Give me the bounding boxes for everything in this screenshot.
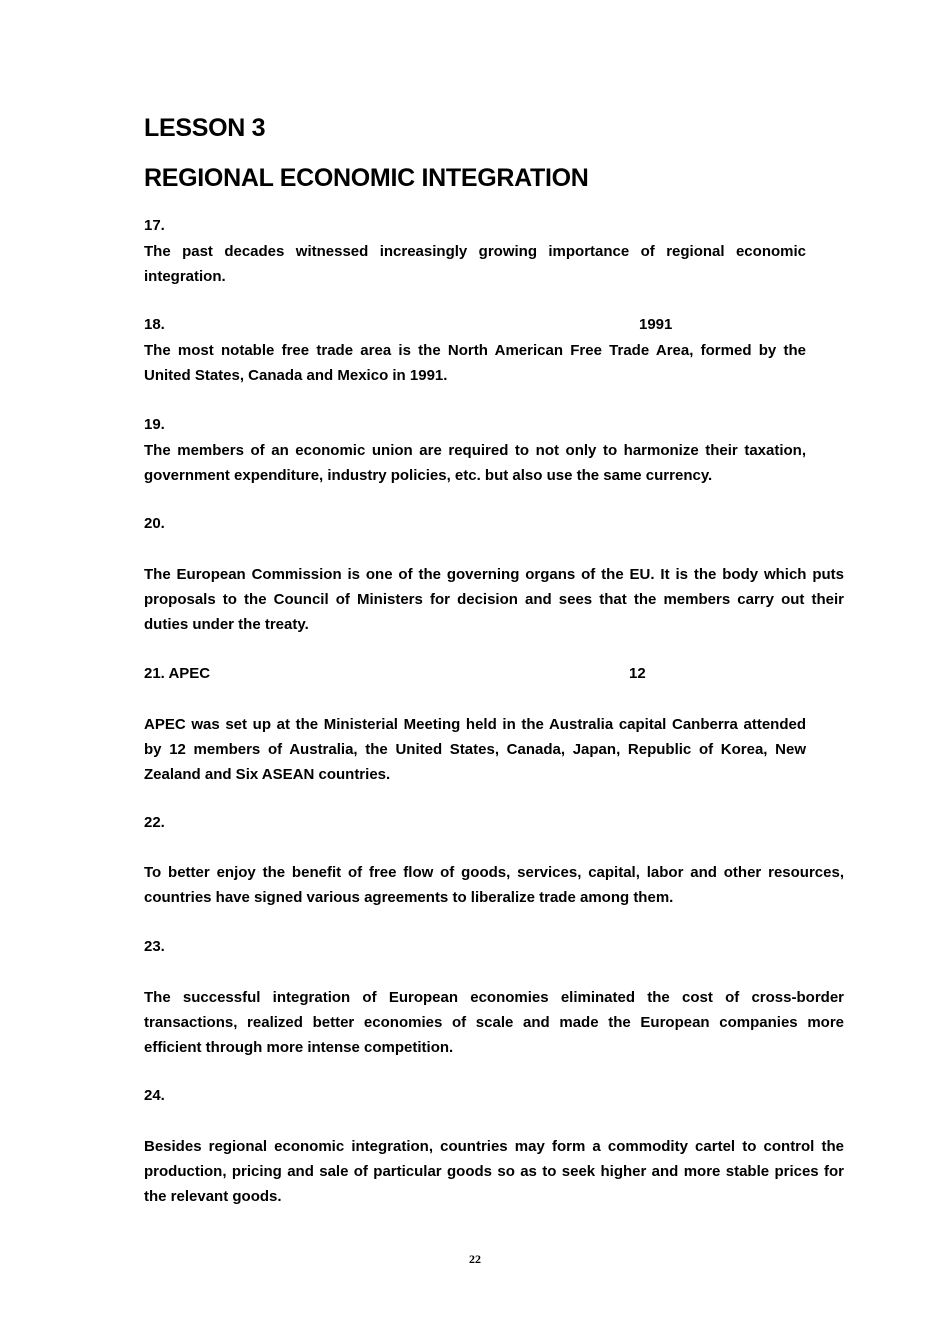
item-text: The European Commission is one of the governing organs of the EU. It is the body which puts proposals to the Council of Ministers for decision and sees that the members carry out their duties under the treaty. [144, 566, 844, 633]
item-number: 24. [144, 1087, 165, 1104]
item-text: APEC was set up at the Ministerial Meeting held in the Australia capital Canberra attended by 12 members of Australia, the United States, Canada, Japan, Republic of Korea, New Zealand and Six ASEAN countries. [144, 716, 806, 783]
item-number: 20. [144, 515, 165, 532]
item-number: 21. APEC [144, 665, 211, 682]
item-note: 1991 [639, 316, 673, 333]
item-text: The successful integration of European economies eliminated the cost of cross-border transactions, realized better economies of scale and made the European companies more efficient through more intense competition. [144, 989, 844, 1056]
item-text: Besides regional economic integration, countries may form a commodity cartel to control the production, pricing and sale of particular goods so as to seek higher and more stable prices for the relevant goods. [144, 1138, 844, 1205]
item-text: The most notable free trade area is the North American Free Trade Area, formed by the United States, Canada and Mexico in 1991. [144, 342, 806, 384]
item-number: 23. [144, 938, 165, 955]
item-note: 12 [629, 665, 646, 682]
item-text: The members of an economic union are required to not only to harmonize their taxation, government expenditure, industry policies, etc. but also use the same currency. [144, 442, 806, 484]
item-number: 19. [144, 416, 165, 433]
lesson-heading: LESSON 3 [144, 114, 266, 142]
item-number: 22. [144, 814, 165, 831]
item-text: The past decades witnessed increasingly growing importance of regional economic integration. [144, 243, 806, 285]
item-text: To better enjoy the benefit of free flow of goods, services, capital, labor and other resources, countries have signed various agreements to liberalize trade among them. [144, 864, 844, 906]
page-number: 22 [469, 1252, 481, 1266]
item-number: 18. [144, 316, 165, 333]
item-number: 17. [144, 217, 165, 234]
page-title: REGIONAL ECONOMIC INTEGRATION [144, 164, 589, 192]
